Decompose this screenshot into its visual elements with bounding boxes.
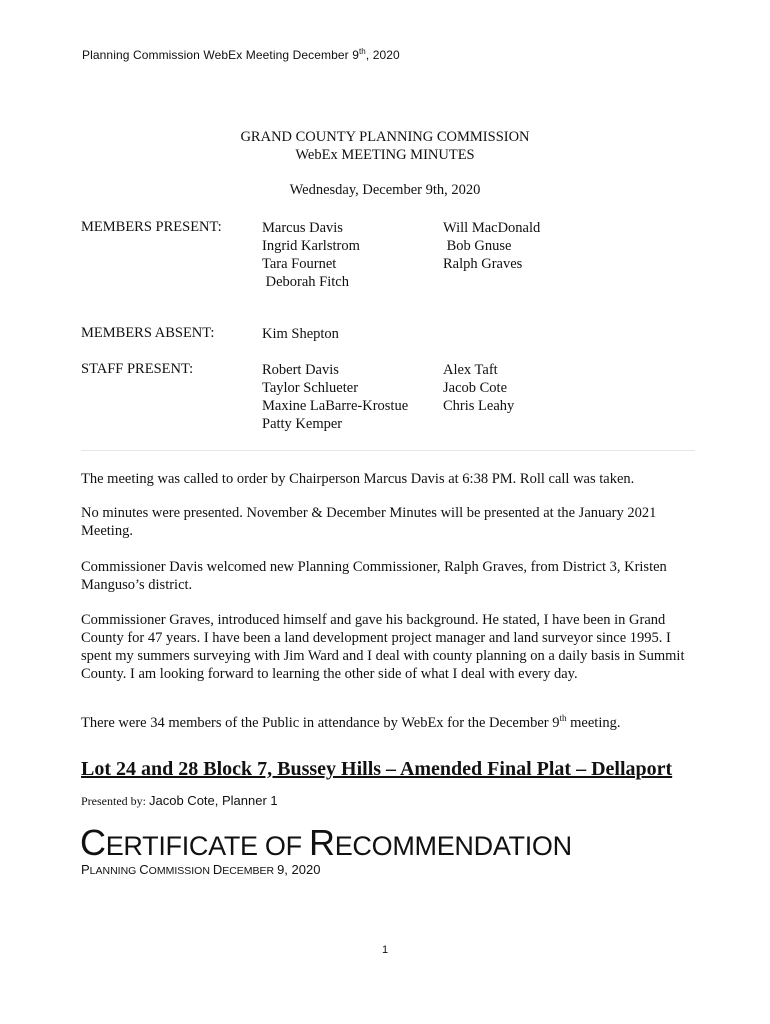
member-name: Marcus Davis — [262, 220, 343, 236]
staff-present-col1 — [262, 361, 408, 433]
document-title: GRAND COUNTY PLANNING COMMISSION — [240, 129, 530, 145]
paragraph-call-to-order: The meeting was called to order by Chairperson Marcus Davis at 6:38 PM. Roll call was taken. — [81, 471, 635, 487]
member-name: Deborah Fitch — [262, 274, 349, 290]
member-name: Tara Fournet — [262, 256, 337, 272]
member-name: Will MacDonald — [443, 220, 541, 236]
paragraph-welcome: Commissioner Davis welcomed new Planning Commissioner, Ralph Graves, from District 3, Kristen Manguso’s district. — [81, 559, 667, 593]
members-present-col2 — [443, 219, 540, 273]
staff-present-col2 — [443, 361, 514, 415]
staff-name: Taylor Schlueter — [262, 380, 359, 396]
meeting-date: Wednesday, December 9th, 2020 — [289, 182, 481, 198]
staff-name: Alex Taft — [443, 362, 498, 378]
page-number: 1 — [381, 944, 389, 956]
certificate-title: CERTIFICATE OF RECOMMENDATION — [80, 822, 572, 863]
staff-name: Patty Kemper — [262, 416, 343, 432]
staff-name: Jacob Cote — [443, 380, 508, 396]
members-present-col1 — [262, 219, 360, 291]
member-name: Kim Shepton — [262, 326, 339, 342]
members-present-label: MEMBERS PRESENT: — [81, 219, 222, 235]
member-name: Ingrid Karlstrom — [262, 238, 360, 254]
running-header: Planning Commission WebEx Meeting December 9th, 2020 — [82, 47, 400, 62]
staff-name: Chris Leahy — [443, 398, 515, 414]
section-divider — [81, 450, 695, 451]
staff-name: Maxine LaBarre-Krostue — [262, 398, 409, 414]
staff-name: Robert Davis — [262, 362, 339, 378]
member-name: Ralph Graves — [443, 256, 523, 272]
document-subtitle: WebEx MEETING MINUTES — [295, 147, 475, 163]
presented-by: Presented by: Jacob Cote, Planner 1 — [81, 793, 278, 808]
paragraph-minutes: No minutes were presented. November & December Minutes will be presented at the January 2021 Meeting. — [81, 505, 657, 539]
members-absent-col1 — [262, 325, 339, 343]
staff-present-label: STAFF PRESENT: — [81, 361, 194, 377]
paragraph-attendance: There were 34 members of the Public in attendance by WebEx for the December 9th meeting. — [81, 713, 621, 731]
members-absent-label: MEMBERS ABSENT: — [81, 325, 215, 341]
agenda-item-heading: Lot 24 and 28 Block 7, Bussey Hills – Amended Final Plat – Dellaport — [81, 758, 673, 780]
paragraph-introduction: Commissioner Graves, introduced himself and gave his background. He stated, I have been in Grand County for 47 years. I have been a land development project manager and land surveyor since 1995. I spent my summers surveying with Jim Ward and I deal with county planning on a daily basis in Summit County. I am looking forward to learning the other side of what I deal with every day. — [81, 612, 685, 682]
certificate-subtitle: PLANNING COMMISSION DECEMBER 9, 2020 — [81, 862, 321, 877]
member-name: Bob Gnuse — [443, 238, 512, 254]
